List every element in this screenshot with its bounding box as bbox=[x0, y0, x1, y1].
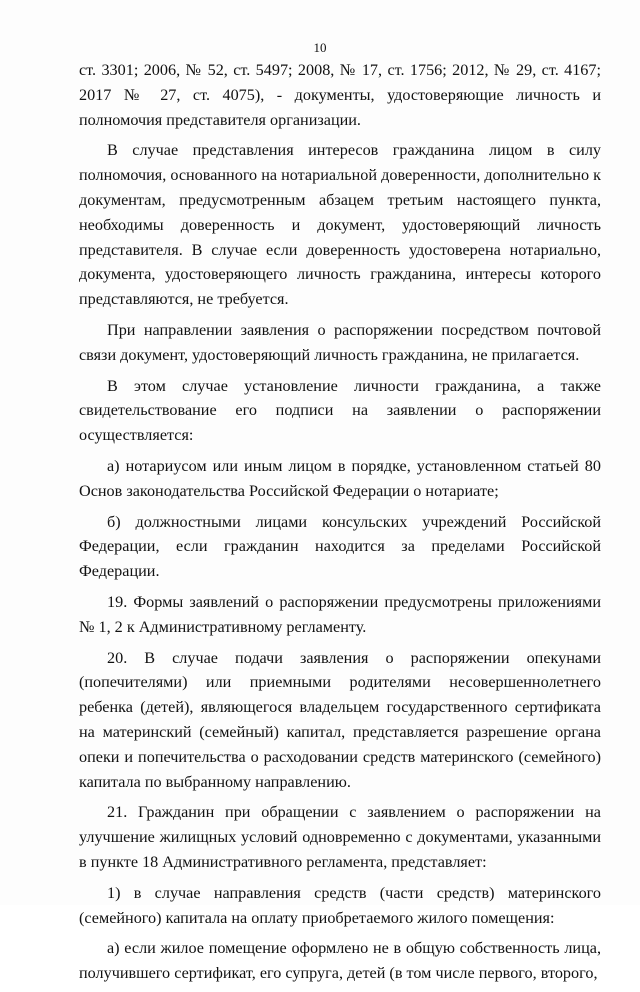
paragraph: 21. Гражданин при обращении с заявлением о распоряжении на улучшение жилищных условий одновременно с документами, указанными в пункте 18 Административного регламента, представляет: bbox=[79, 803, 601, 871]
paragraph: а) если жилое помещение оформлено не в общую собственность лица, получившего сертификат, его супруга, детей (в том числе первого, второго, bbox=[79, 939, 601, 983]
page-number: 10 bbox=[313, 40, 327, 55]
paragraph: При направлении заявления о распоряжении посредством почтовой связи документ, удостоверяющий личность гражданина, не прилагается. bbox=[79, 320, 601, 364]
paragraph: ст. 3301; 2006, № 52, ст. 5497; 2008, № 17, ст. 1756; 2012, № 29, ст. 4167; 2017 № 27, ст. 4075), - документы, удостоверяющие личность и полномочия представителя организации. bbox=[79, 61, 601, 129]
document-body bbox=[79, 58, 601, 992]
paragraph: а) нотариусом или иным лицом в порядке, установленном статьей 80 Основ законодательства Российской Федерации о нотариате; bbox=[79, 456, 601, 500]
paragraph: 20. В случае подачи заявления о распоряжении опекунами (попечителями) или приемными родителями несовершеннолетнего ребенка (детей), являющегося владельцем государственного сертификата на материнский (семейный) капитал, представляется разрешение органа опеки и попечительства о расходовании средств материнского (семейного) капитала по выбранному направлению. bbox=[79, 648, 601, 791]
paragraph: В случае представления интересов гражданина лицом в силу полномочия, основанного на нотариальной доверенности, дополнительно к документам, предусмотренным абзацем третьим настоящего пункта, необходимы доверенность и документ, удостоверяющий личность представителя. В случае если доверенность удостоверена нотариально, документа, удостоверяющего личность гражданина, интересы которого представляются, не требуется. bbox=[79, 141, 601, 309]
paragraph: 19. Формы заявлений о распоряжении предусмотрены приложениями № 1, 2 к Административному регламенту. bbox=[79, 592, 601, 636]
paragraph: В этом случае установление личности гражданина, а также свидетельствование его подписи на заявлении о распоряжении осуществляется: bbox=[79, 376, 601, 445]
paragraph: б) должностными лицами консульских учреждений Российской Федерации, если гражданин находится за пределами Российской Федерации. bbox=[79, 512, 601, 581]
paragraph: 1) в случае направления средств (части средств) материнского (семейного) капитала на оплату приобретаемого жилого помещения: bbox=[79, 883, 601, 927]
